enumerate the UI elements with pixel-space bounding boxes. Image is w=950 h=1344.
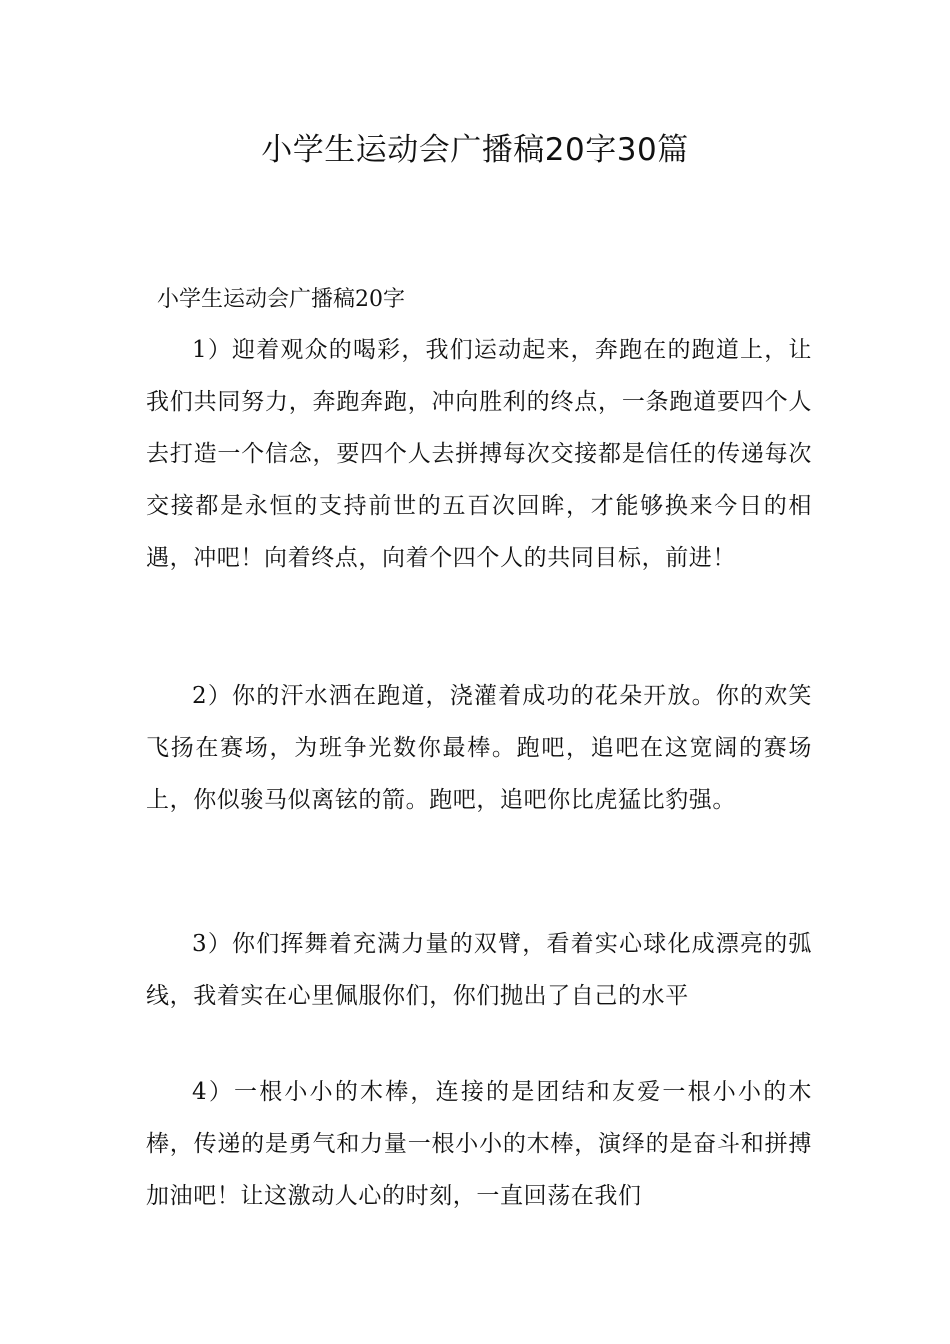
- paragraph-4: 4）一根小小的木棒，连接的是团结和友爱一根小小的木棒，传递的是勇气和力量一根小小的木棒，演绎的是奋斗和拼搏加油吧！让这激动人心的时刻，一直回荡在我们: [146, 1079, 812, 1209]
- paragraph-2: 2）你的汗水洒在跑道，浇灌着成功的花朵开放。你的欢笑飞扬在赛场，为班争光数你最棒。跑吧，追吧在这宽阔的赛场上，你似骏马似离铉的箭。跑吧，追吧你比虎猛比豹强。: [146, 683, 812, 813]
- section-heading: 小学生运动会广播稿20字: [157, 287, 405, 312]
- paragraph-3: 3）你们挥舞着充满力量的双臂，看着实心球化成漂亮的弧线，我着实在心里佩服你们，你们抛出了自己的水平: [146, 931, 812, 1009]
- document-title: 小学生运动会广播稿20字30篇: [261, 132, 689, 168]
- paragraph-1: 1）迎着观众的喝彩，我们运动起来，奔跑在的跑道上，让我们共同努力，奔跑奔跑，冲向胜利的终点，一条跑道要四个人去打造一个信念，要四个人去拼搏每次交接都是信任的传递每次交接都是永恒的支持前世的五百次回眸，才能够换来今日的相遇，冲吧！向着终点，向着个四个人的共同目标，前进！: [146, 337, 812, 571]
